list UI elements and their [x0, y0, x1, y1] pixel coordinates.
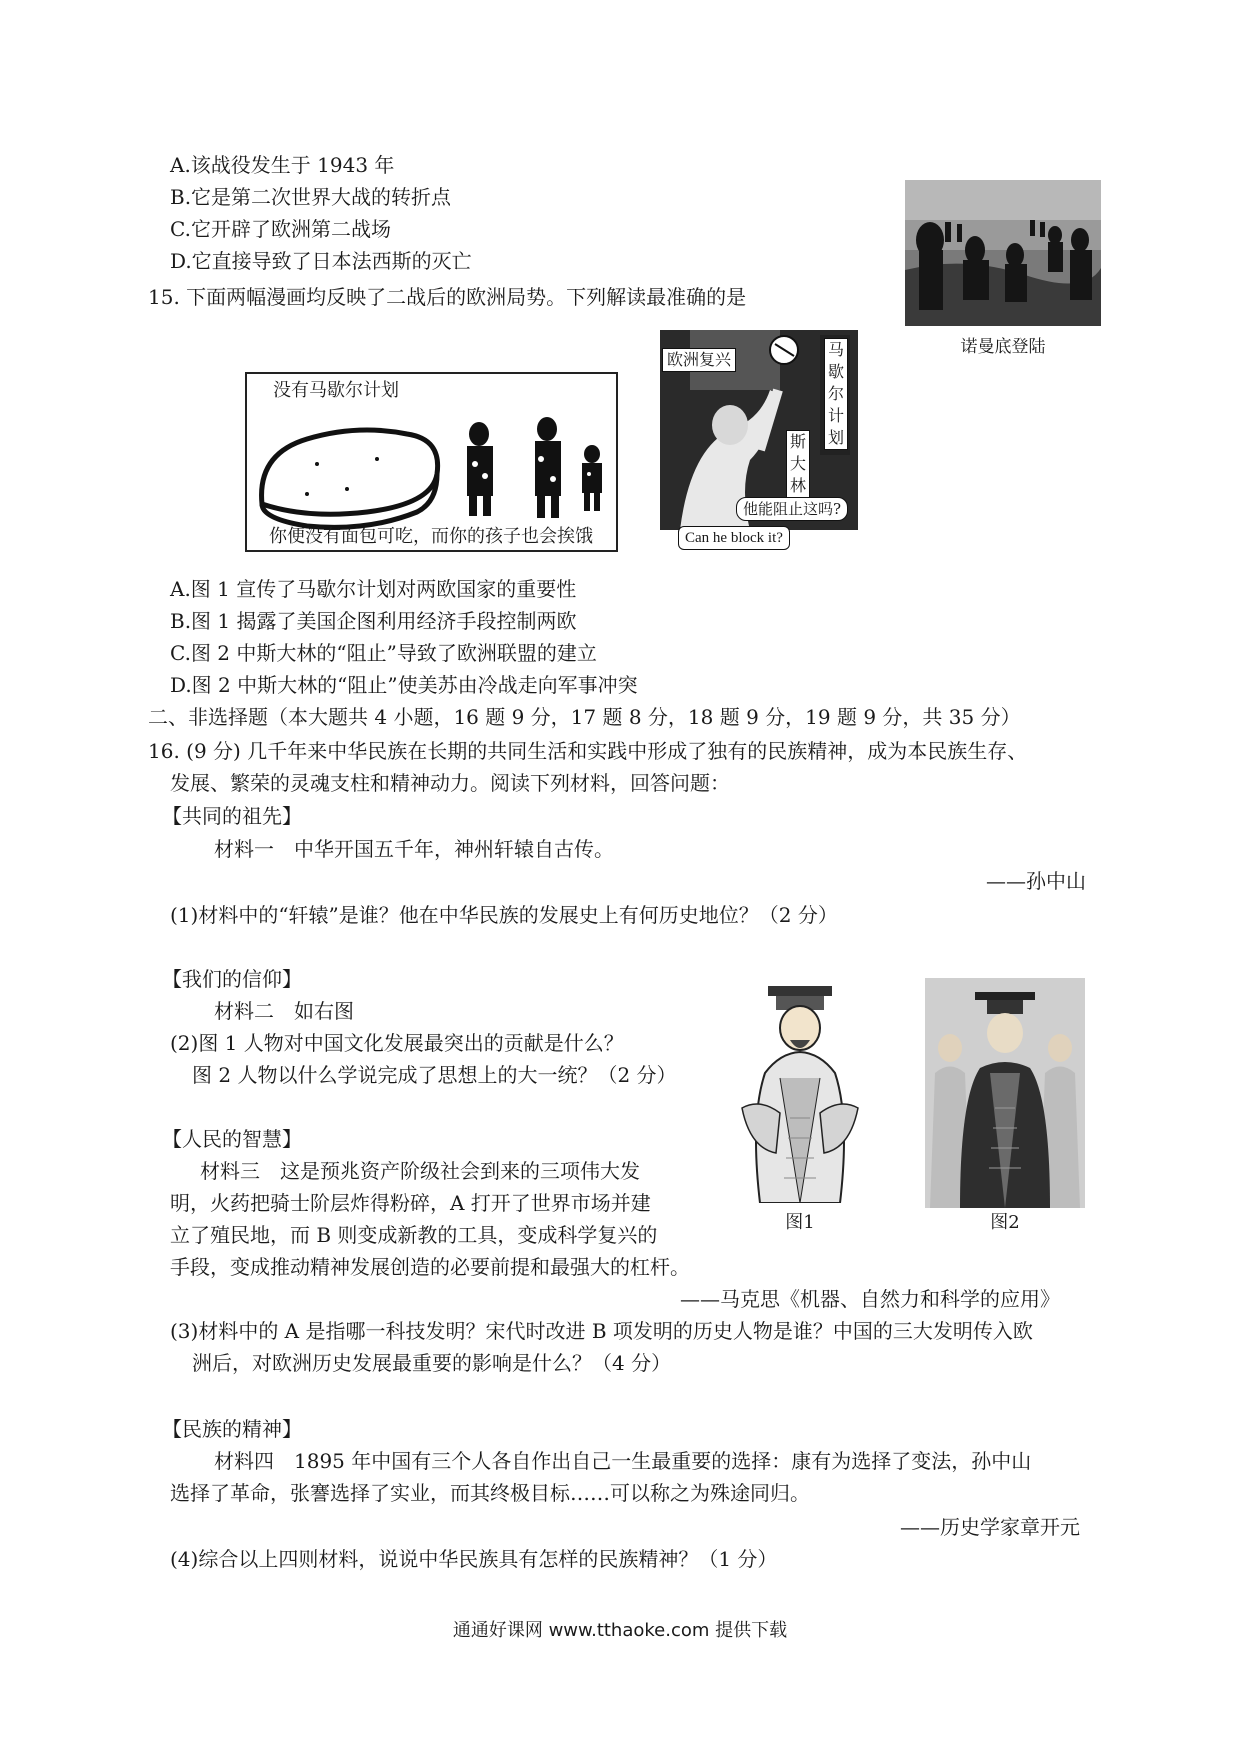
cartoon-2-question-cn: 他能阻止这吗? [736, 497, 848, 521]
material1-source: ——孙中山 [986, 869, 1086, 893]
figure-2-label: 图2 [990, 1212, 1020, 1233]
material3-line1: 材料三 这是预兆资产阶级社会到来的三项伟大发 [200, 1159, 640, 1183]
q14-option-b: B.它是第二次世界大战的转折点 [170, 185, 452, 209]
figure-1-portrait [720, 978, 880, 1238]
material4-line1: 材料四 1895 年中国有三个人各自作出自己一生最重要的选择：康有为选择了变法，孙中山 [214, 1449, 1032, 1473]
cartoon-1-title: 没有马歇尔计划 [273, 380, 399, 401]
material3-line4: 手段，变成推动精神发展创造的必要前提和最强大的杠杆。 [170, 1255, 690, 1279]
q14-option-d: D.它直接导致了日本法西斯的灭亡 [170, 249, 472, 273]
cartoon-1-drawing [247, 394, 616, 544]
q16-question-4: (4)综合以上四则材料，说说中华民族具有怎样的民族精神？（1 分） [170, 1547, 778, 1571]
normandy-photo-image [905, 180, 1101, 326]
q15-option-b: B.图 1 揭露了美国企图利用经济手段控制两欧 [170, 609, 577, 633]
q16-question-1: (1)材料中的“轩辕”是谁？他在中华民族的发展史上有何历史地位？（2 分） [170, 903, 838, 927]
q16-question-2-line2: 图 2 人物以什么学说完成了思想上的大一统？（2 分） [192, 1063, 677, 1087]
cartoon-2-question-en: Can he block it? [678, 526, 790, 550]
q15-option-d: D.图 2 中斯大林的“阻止”使美苏由冷战走向军事冲突 [170, 673, 638, 697]
material1: 材料一 中华开国五千年，神州轩辕自古传。 [214, 837, 614, 861]
cartoon-2-label-marshall: 马歇尔计划 [824, 338, 848, 450]
material4-source: ——历史学家章开元 [900, 1515, 1080, 1539]
cartoon-2-stalin [660, 330, 858, 550]
figure-2-portrait [925, 978, 1085, 1238]
normandy-photo [905, 180, 1101, 355]
section2-heading: 二、非选择题（本大题共 4 小题，16 题 9 分，17 题 8 分，18 题 9 分，19 题 9 分，共 35 分） [148, 705, 1021, 729]
q14-option-a: A.该战役发生于 1943 年 [170, 153, 395, 177]
part2-title: 【我们的信仰】 [162, 967, 302, 991]
q14-option-c: C.它开辟了欧洲第二战场 [170, 217, 391, 241]
cartoon-1-caption: 你便没有面包可吃，而你的孩子也会挨饿 [269, 526, 593, 547]
normandy-photo-caption: 诺曼底登陆 [960, 337, 1046, 357]
page-footer: 通通好课网 www.tthaoke.com 提供下载 [452, 1620, 788, 1641]
material3-line2: 明，火药把骑士阶层炸得粉碎，A 打开了世界市场并建 [170, 1191, 651, 1215]
q16-intro-line1: 16. (9 分) 几千年来中华民族在长期的共同生活和实践中形成了独有的民族精神，成为本民族生存、 [148, 739, 1028, 763]
material3-source: ——马克思《机器、自然力和科学的应用》 [680, 1287, 1060, 1311]
q16-question-2-line1: (2)图 1 人物对中国文化发展最突出的贡献是什么？ [170, 1031, 624, 1055]
cartoon-2-label-europe: 欧洲复兴 [662, 348, 736, 372]
material3-line3: 立了殖民地，而 B 则变成新教的工具，变成科学复兴的 [170, 1223, 658, 1247]
q16-question-3-line2: 洲后，对欧洲历史发展最重要的影响是什么？（4 分） [192, 1351, 672, 1375]
q16-question-3-line1: (3)材料中的 A 是指哪一科技发明？宋代时改进 B 项发明的历史人物是谁？中国的三大发明传入欧 [170, 1319, 1033, 1343]
q15-stem: 15. 下面两幅漫画均反映了二战后的欧洲局势。下列解读最准确的是 [148, 285, 747, 309]
cartoon-1-marshall-plan [245, 372, 618, 552]
material2: 材料二 如右图 [214, 999, 354, 1023]
figure-1-label: 图1 [785, 1212, 815, 1233]
q16-intro-line2: 发展、繁荣的灵魂支柱和精神动力。阅读下列材料，回答问题： [170, 771, 730, 795]
material4-line2: 选择了革命，张謇选择了实业，而其终极目标……可以称之为殊途同归。 [170, 1481, 810, 1505]
figure-2-image [925, 978, 1085, 1208]
part3-title: 【人民的智慧】 [162, 1127, 302, 1151]
part1-title: 【共同的祖先】 [162, 804, 302, 828]
figure-1-image [720, 978, 880, 1203]
part4-title: 【民族的精神】 [162, 1417, 302, 1441]
q15-option-a: A.图 1 宣传了马歇尔计划对两欧国家的重要性 [170, 577, 577, 601]
q15-option-c: C.图 2 中斯大林的“阻止”导致了欧洲联盟的建立 [170, 641, 597, 665]
cartoon-2-label-stalin: 斯大林 [786, 430, 810, 498]
